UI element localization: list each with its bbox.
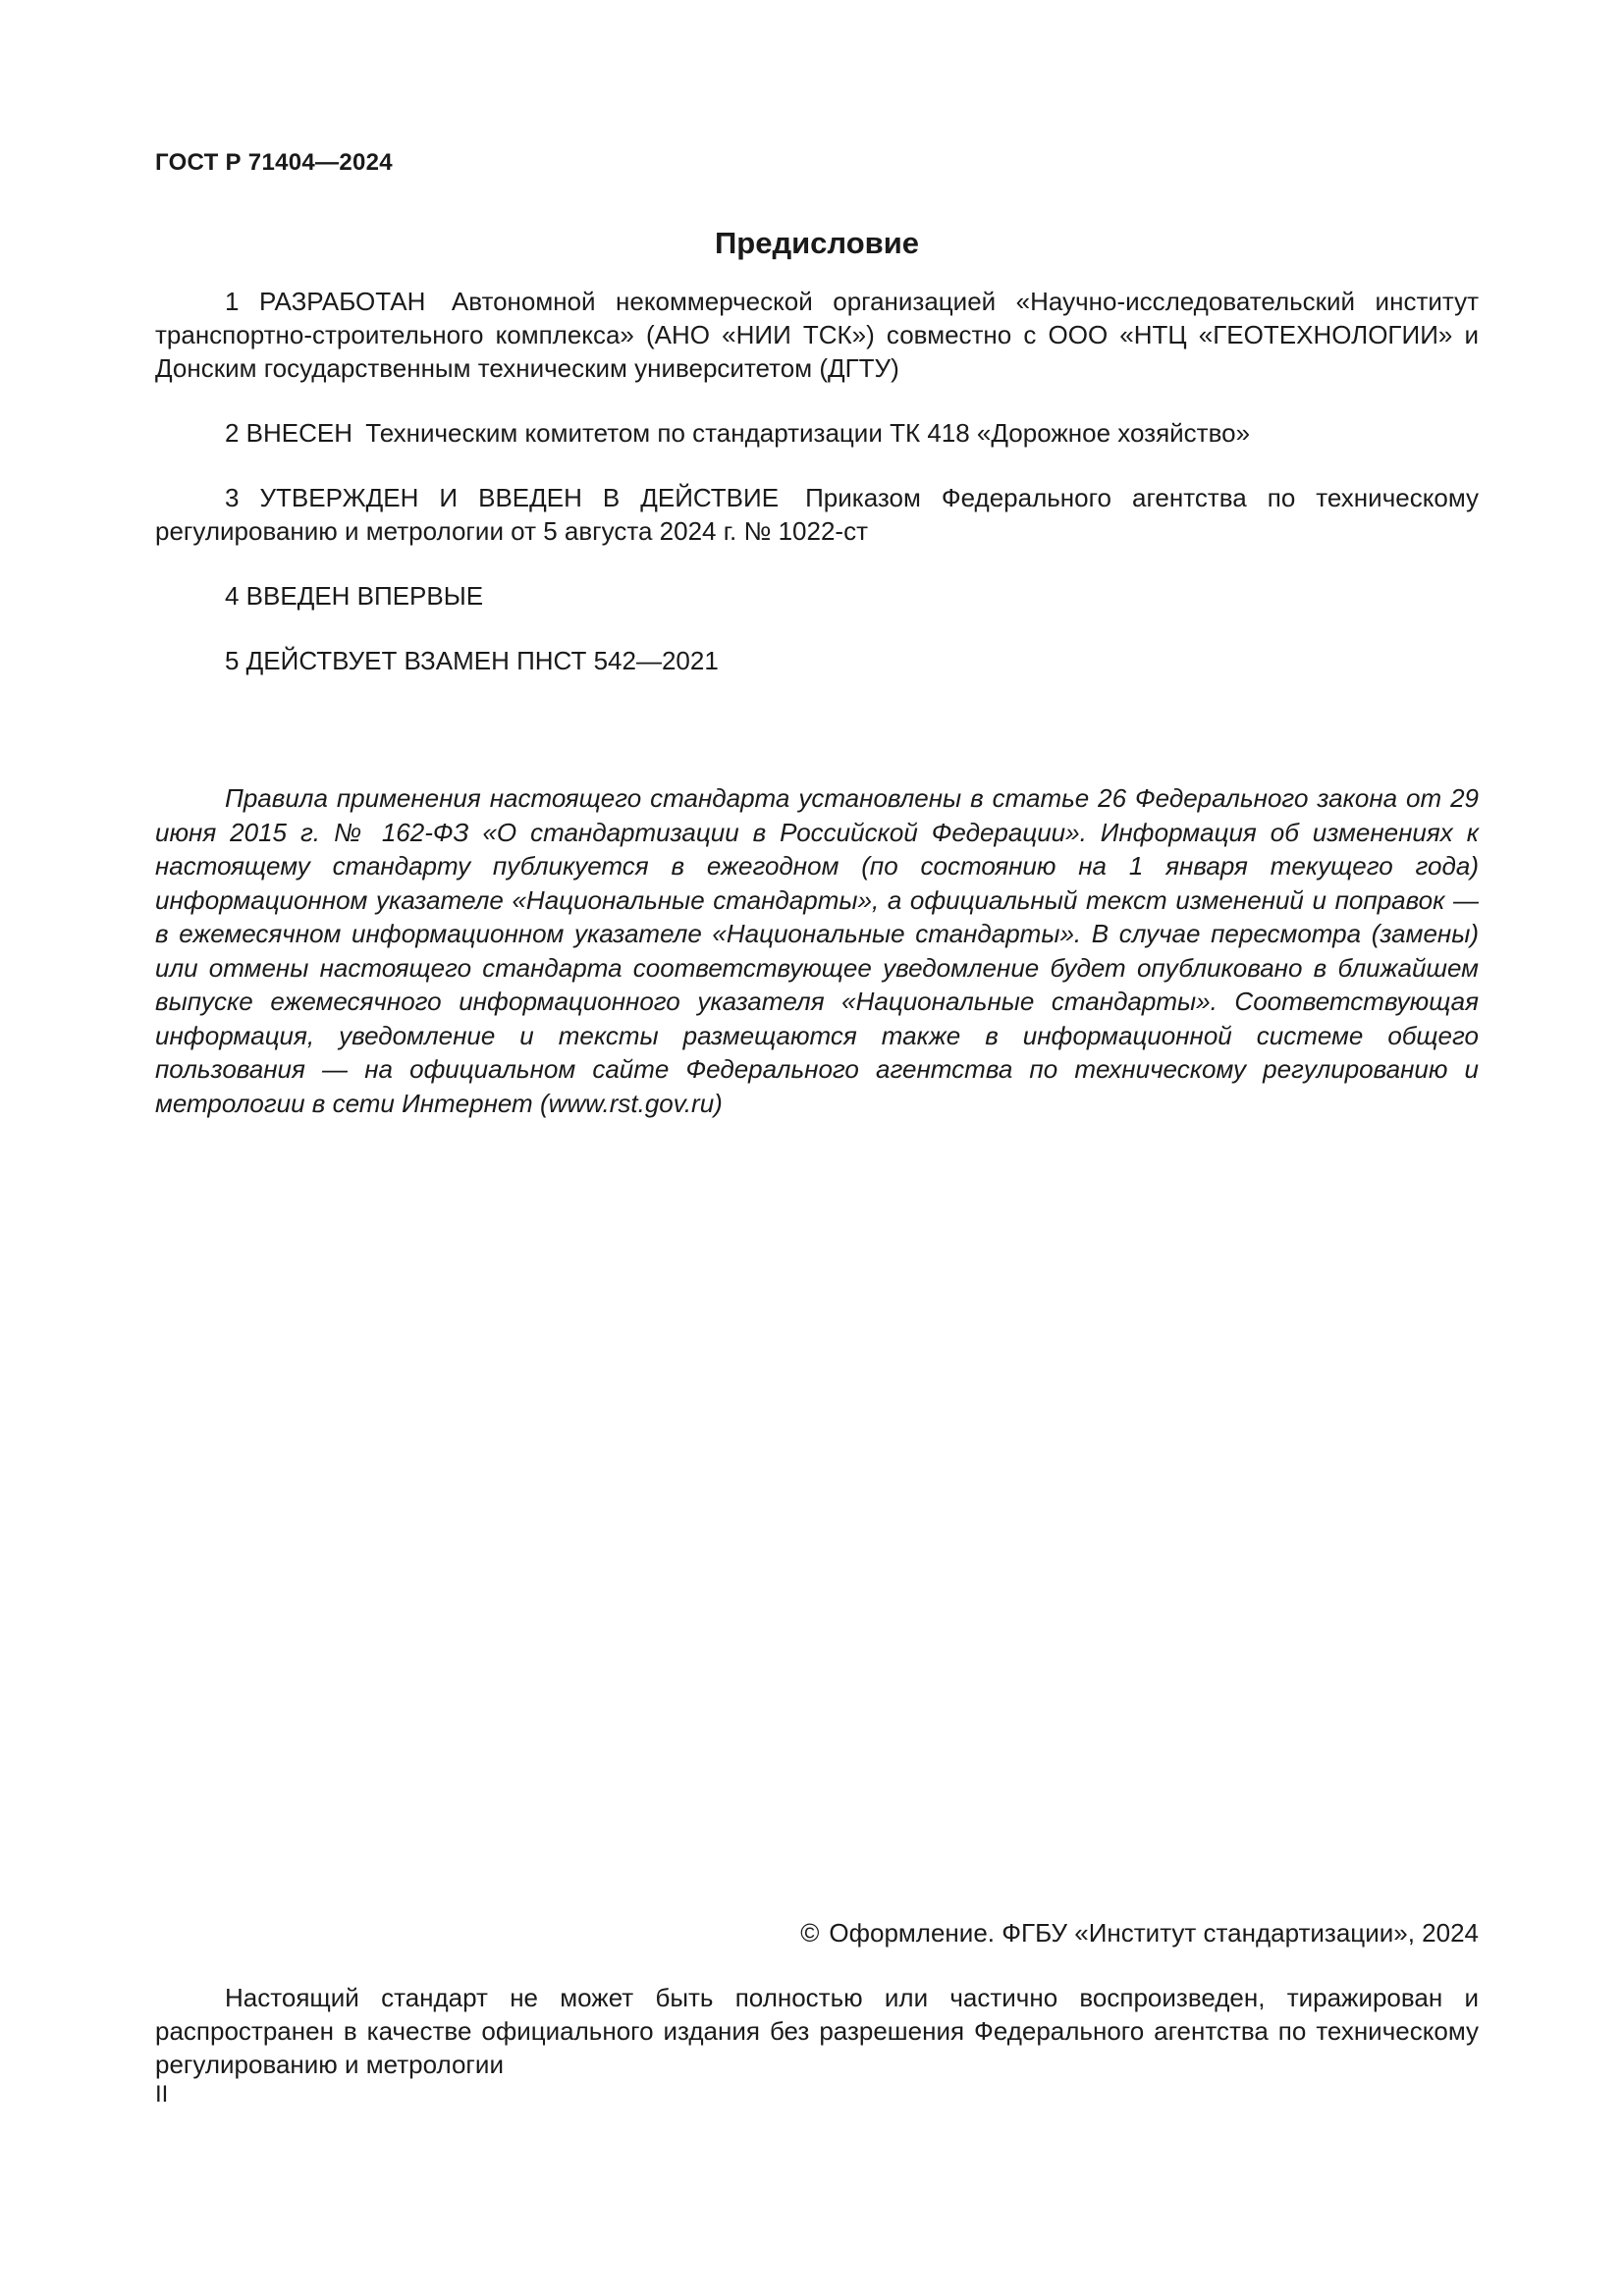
item-lead: 2 ВНЕСЕН [225,418,353,448]
copyright-text: Оформление. ФГБУ «Институт стандартизации», 2024 [829,1918,1479,1948]
item-lead: 3 УТВЕРЖДЕН И ВВЕДЕН В ДЕЙСТВИЕ [225,483,780,512]
foreword-item-2 [155,416,1479,450]
document-id: ГОСТ Р 71404—2024 [155,149,393,176]
copyright-notice [155,1918,1479,1949]
foreword-item-3 [155,481,1479,548]
foreword-item-4 [155,579,1479,613]
page-title: Предисловие [714,226,919,260]
item-text: Приказом Федерального агентства по техническому регулированию и метрологии от 5 августа 2024 г. № 1022-ст [155,483,1479,546]
copyright-icon: © [800,1918,820,1948]
reproduction-restriction: Настоящий стандарт не может быть полностью или частично воспроизведен, тиражирован и распространен в качестве официального издания без разрешения Федерального агентства по техническому регулированию и метрологии [155,1983,1479,2079]
page-number: II [155,2081,169,2108]
item-lead: 5 ДЕЙСТВУЕТ ВЗАМЕН ПНСТ 542—2021 [225,646,719,675]
application-rules-note: Правила применения настоящего стандарта установлены в статье 26 Федерального закона от 29 июня 2015 г. № 162-ФЗ «О стандартизации в Российской Федерации». Информация об изменениях к настоящему стандарту публикуется в ежегодном (по состоянию на 1 января текущего года) информационном указателе «Национальные стандарты», а официальный текст изменений и поправок — в ежемесячном информационном указателе «Национальные стандарты». В случае пересмотра (замены) или отмены настоящего стандарта соответствующее уведомление будет опубликовано в ближайшем выпуске ежемесячного информационного указателя «Национальные стандарты». Соответствующая информация, уведомление и тексты размещаются также в информационной системе общего пользования — на официальном сайте Федерального агентства по техническому регулированию и метрологии в сети Интернет (www.rst.gov.ru) [155,783,1479,1118]
foreword-item-5 [155,644,1479,677]
item-lead: 4 ВВЕДЕН ВПЕРВЫЕ [225,581,484,611]
item-lead: 1 РАЗРАБОТАН [225,287,426,316]
foreword-item-1 [155,285,1479,385]
item-text: Автономной некоммерческой организацией «Научно-исследовательский институт транспортно-строительного комплекса» (АНО «НИИ ТСК») совместно с ООО «НТЦ «ГЕОТЕХНОЛОГИИ» и Донским государственным техническим университетом (ДГТУ) [155,287,1479,383]
item-text: Техническим комитетом по стандартизации ТК 418 «Дорожное хозяйство» [365,418,1251,448]
